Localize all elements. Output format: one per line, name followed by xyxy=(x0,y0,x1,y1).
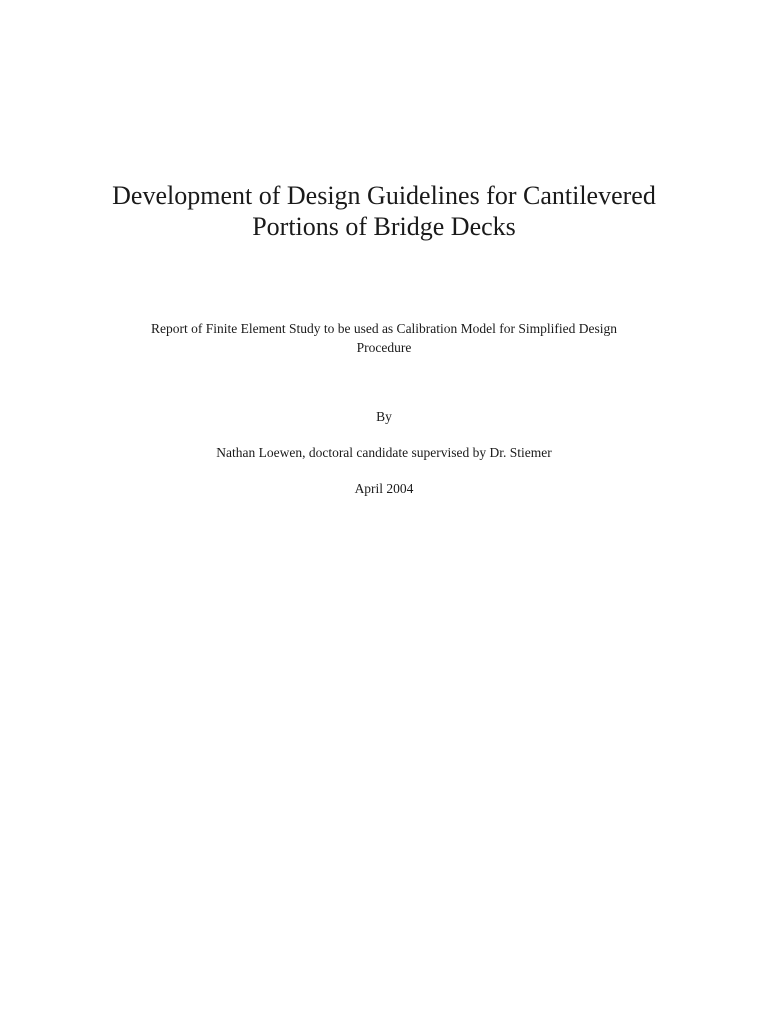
document-subtitle xyxy=(84,319,684,357)
document-subtitle-line-2: Procedure xyxy=(356,340,412,355)
document-title-line-1: Development of Design Guidelines for Cantilevered xyxy=(112,181,656,210)
document-title xyxy=(84,180,684,242)
document-subtitle-line-1: Report of Finite Element Study to be used as Calibration Model for Simplified Design xyxy=(150,321,618,336)
author-line: Nathan Loewen, doctoral candidate supervised by Dr. Stiemer xyxy=(216,445,552,460)
document-title-line-2: Portions of Bridge Decks xyxy=(252,212,516,241)
by-label: By xyxy=(376,409,392,424)
date-line: April 2004 xyxy=(354,481,414,496)
